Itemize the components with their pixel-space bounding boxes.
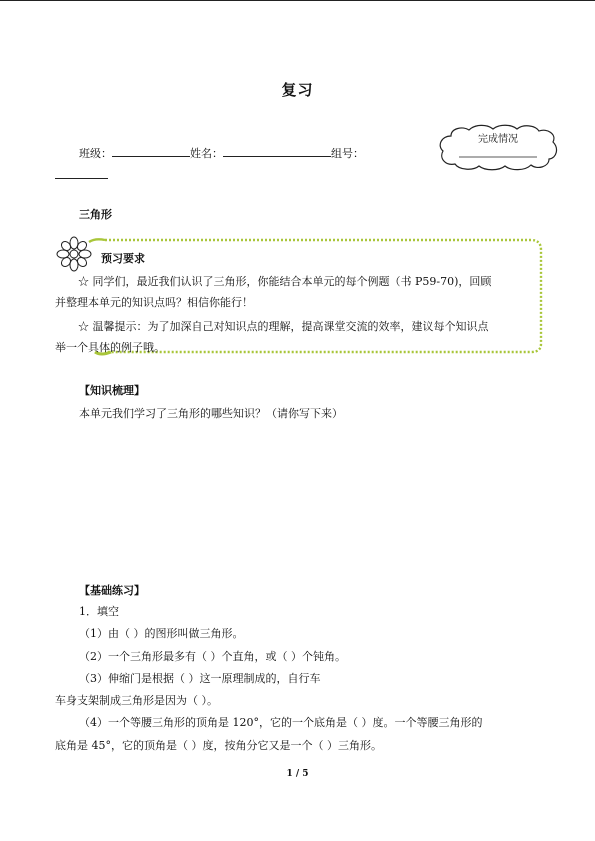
name-blank[interactable] xyxy=(223,145,331,157)
group-blank[interactable] xyxy=(55,167,108,179)
page-number: 1 / 5 xyxy=(286,769,309,779)
practice-heading: 【基础练习】 xyxy=(79,584,145,597)
knowledge-heading: 【知识梳理】 xyxy=(79,384,145,397)
question-1-4-line-1[interactable]: （4）一个等腰三角形的顶角是 120°，它的一个底角是（ ）度。一个等腰三角形的 xyxy=(79,716,483,729)
completion-label: 完成情况 xyxy=(478,134,518,145)
preview-text-line-1: ☆ 同学们，最近我们认识了三角形，你能结合本单元的每个例题（书 P59-70)，回顾 xyxy=(78,275,492,288)
question-1-3-line-1[interactable]: （3）伸缩门是根据（ ）这一原理制成的，自行车 xyxy=(79,672,321,685)
preview-text-line-2: 并整理本单元的知识点吗？相信你能行！ xyxy=(55,296,253,309)
preview-notice-box xyxy=(55,236,543,356)
question-1-title: 1．填空 xyxy=(79,605,119,618)
top-rule xyxy=(0,0,595,1)
flower-icon xyxy=(54,234,94,274)
class-blank[interactable] xyxy=(112,145,190,157)
knowledge-prompt: 本单元我们学习了三角形的哪些知识？（请你写下来） xyxy=(79,407,343,420)
question-1-1[interactable]: （1）由（ ）的图形叫做三角形。 xyxy=(79,627,244,640)
section-heading-triangle: 三角形 xyxy=(79,208,112,221)
preview-text-line-3: ☆ 温馨提示：为了加深自己对知识点的理解，提高课堂交流的效率，建议每个知识点 xyxy=(78,320,489,333)
name-label: 姓名： xyxy=(190,147,223,160)
question-1-3-line-2[interactable]: 车身支架制成三角形是因为（ ）。 xyxy=(55,694,218,707)
completion-badge xyxy=(437,124,559,172)
class-label: 班级： xyxy=(79,147,112,160)
question-1-4-line-2[interactable]: 底角是 45°，它的顶角是（ ）度，按角分它又是一个（ ）三角形。 xyxy=(55,739,382,752)
student-info-row xyxy=(79,145,364,161)
question-1-2[interactable]: （2）一个三角形最多有（ ）个直角，或（ ）个钝角。 xyxy=(79,650,346,663)
page-title: 复习 xyxy=(281,81,314,99)
preview-text-line-4: 举一个具体的例子哦。 xyxy=(55,341,165,354)
preview-heading: 预习要求 xyxy=(101,252,145,265)
group-label: 组号： xyxy=(331,147,364,160)
